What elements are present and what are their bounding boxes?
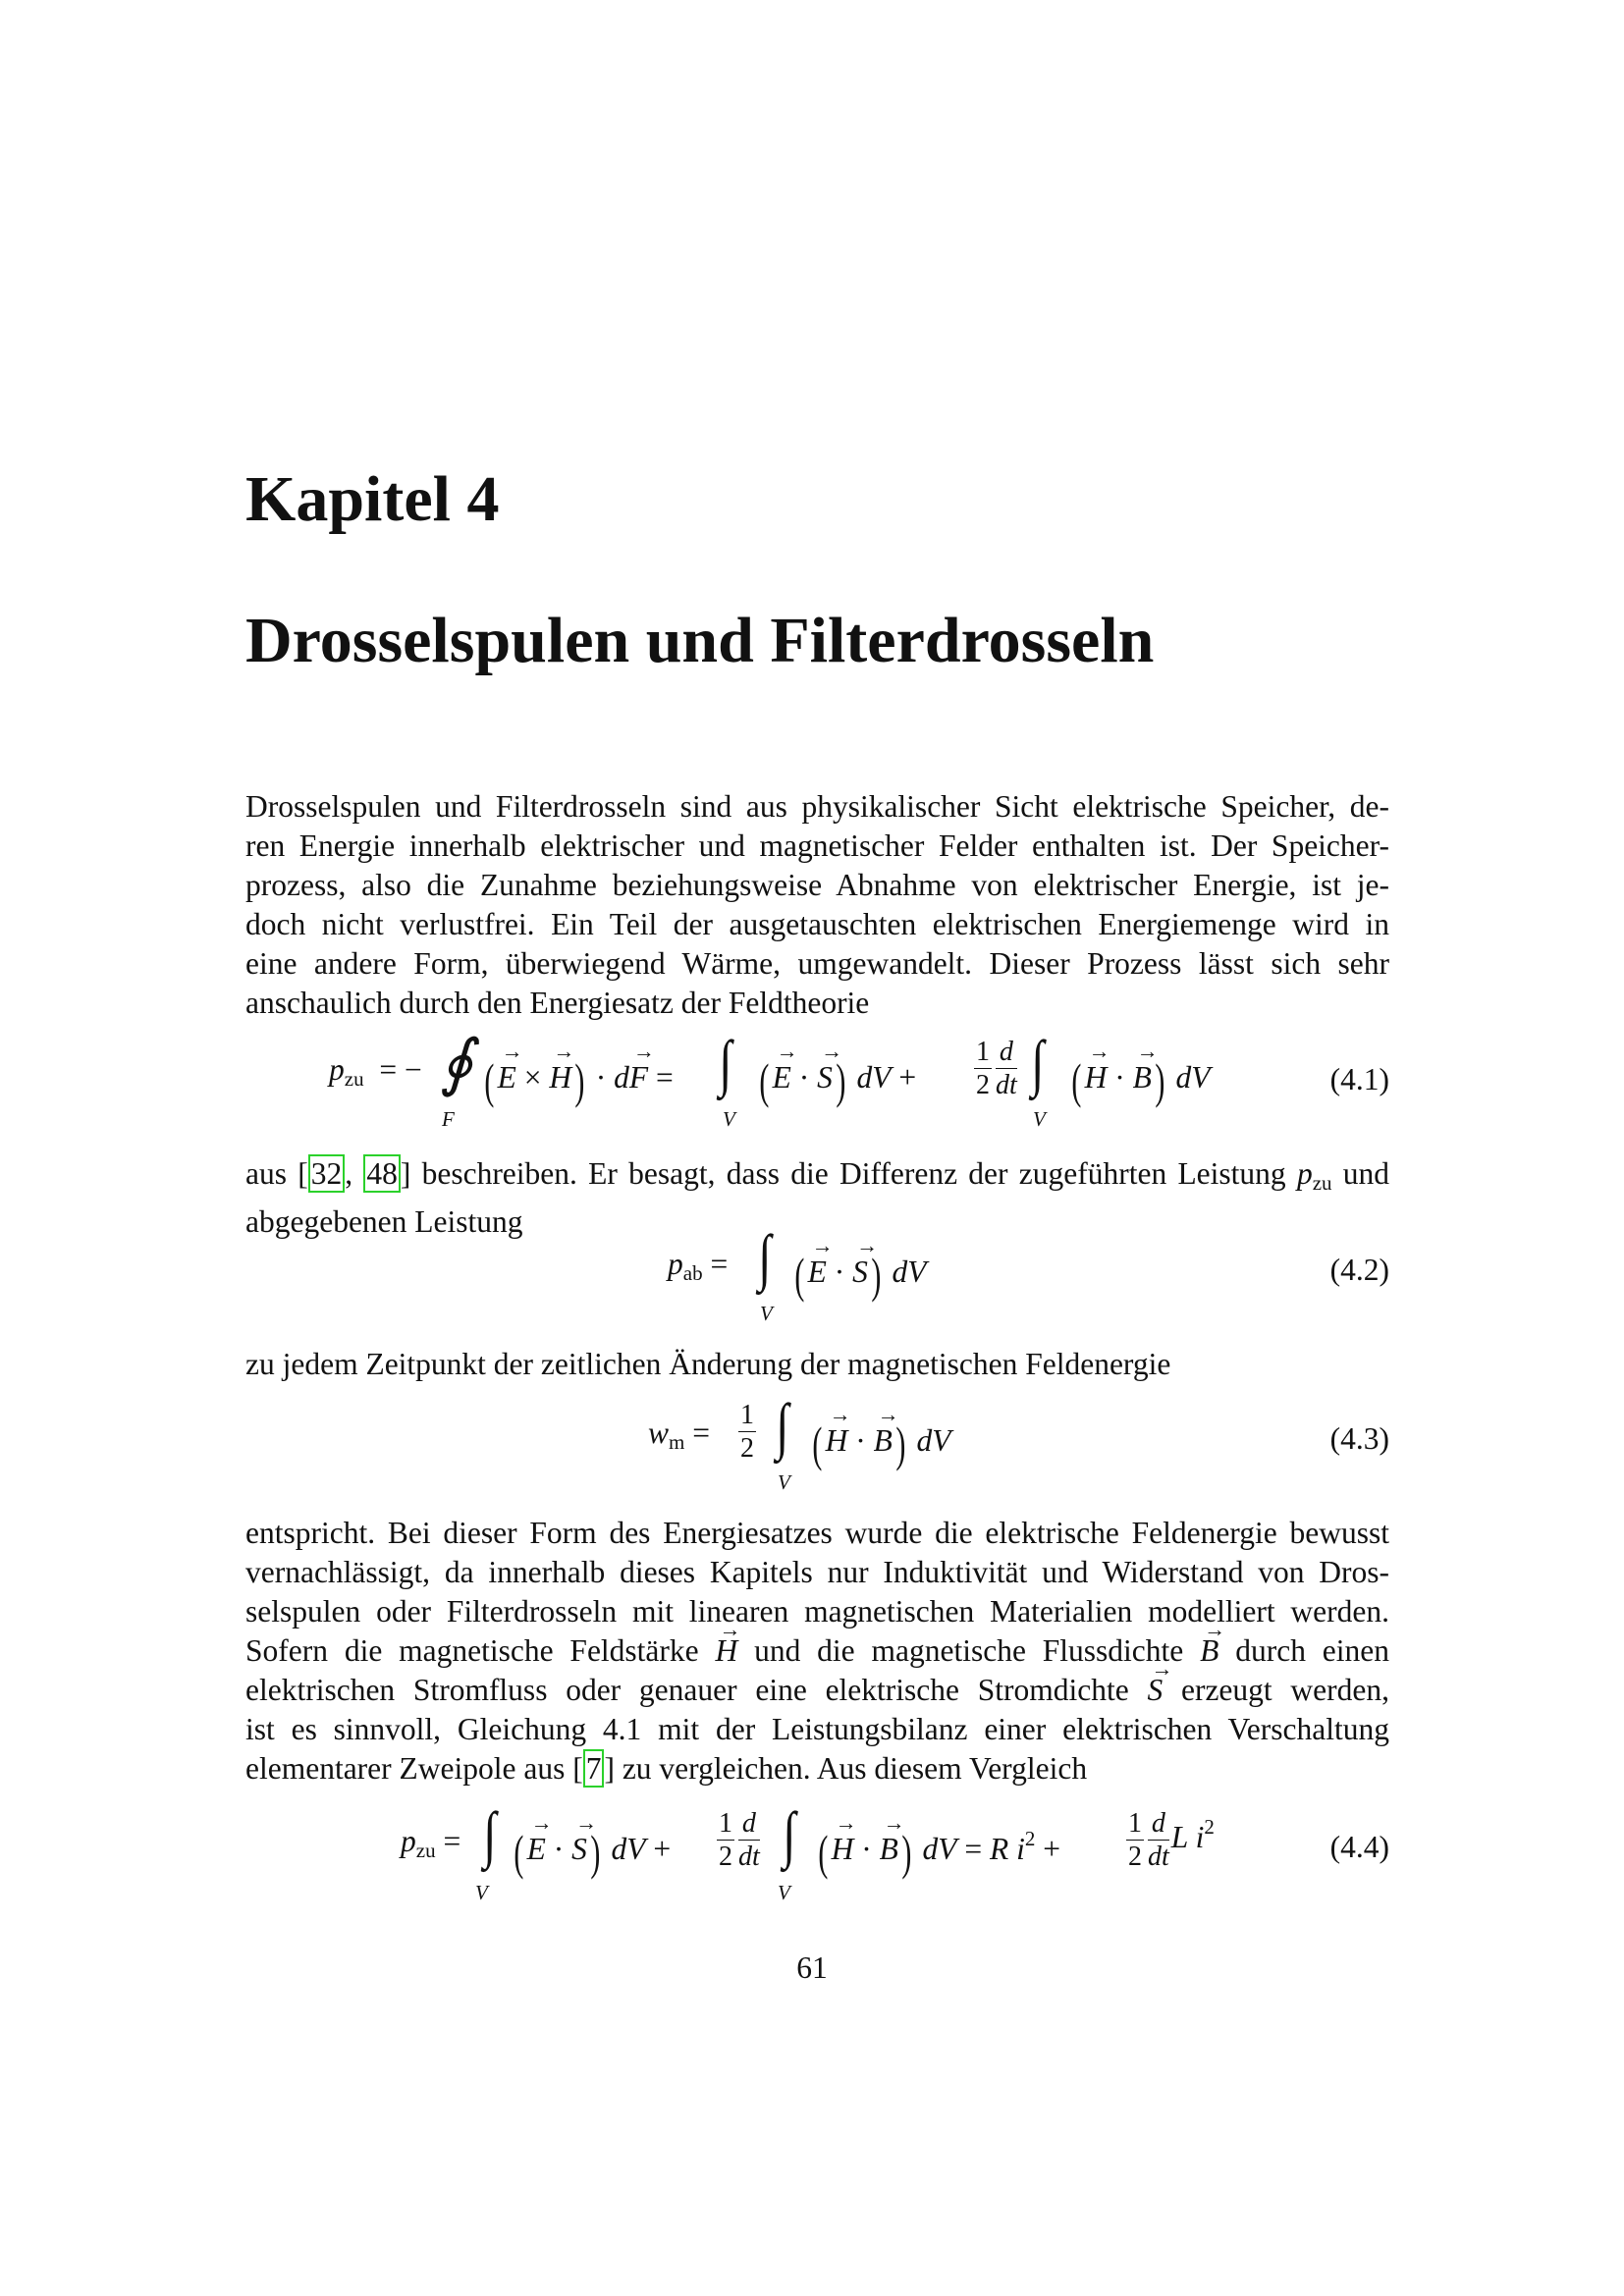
citation-link[interactable]: 7 [583,1749,605,1788]
equation-4-4: $p_{zu}$ = ∫ V (→ E · → S) dV + $\frac{1}{2}$ $\frac{d}{dt}$ ∫ V (→ H · → B) dV = R $i^2$ + $\frac{1}{2}$ $\frac{d}{dt}$ L $i^2$ (4.4) [245,1804,1389,1912]
text-line: selspulen oder Filterdrosseln mit linearen magnetischen Materialien modelliert werden. [245,1594,1389,1629]
equation-number: (4.2) [1329,1253,1389,1287]
integral-limit-volume: V [760,1302,773,1325]
text-line: abgegebenen Leistung [245,1204,523,1239]
integral-limit-surface: F [442,1107,455,1131]
integral-sign: ∫ [719,1028,732,1097]
contour-integral-sign: ∮ [440,1028,473,1097]
text-line: aus [32, 48] beschreiben. Er besagt, dass die Differenz der zugeführten Leistung $p_{zu}$ und [245,1156,1390,1195]
integral-sign: ∫ [776,1391,789,1461]
equation-4-2: $p_{ab}$ = ∫ V (→ E · → S) dV (4.2) [245,1227,1389,1325]
text-line: elektrischen Stromfluss oder genauer eine elektrische Stromdichte → S erzeugt werden, [245,1671,1389,1710]
integral-sign: ∫ [783,1799,796,1869]
text-line: anschaulich durch den Energiesatz der Feldtheorie [245,986,870,1020]
text-line: elementarer Zweipole aus [7] zu vergleichen. Aus diesem Vergleich [245,1751,1088,1786]
paragraph-comparison [245,1514,1389,1789]
integral-limit-volume: V [1033,1107,1046,1131]
eq-lhs-symbol: p [401,1824,416,1858]
integral-limit-volume: V [723,1107,735,1131]
text-line: entspricht. Bei dieser Form des Energiesatzes wurde die elektrische Feldenergie bewusst [245,1516,1389,1550]
text-line: Drosselspulen und Filterdrosseln sind aus physikalischer Sicht elektrische Speicher, de- [245,789,1389,824]
integral-sign: ∫ [758,1222,772,1292]
equation-number: (4.1) [1329,1062,1389,1096]
eq-lhs-symbol: p [329,1052,345,1087]
text-line: prozess, also die Zunahme beziehungsweise Abnahme von elektrischer Energie, ist je- [245,868,1389,902]
equation-number: (4.4) [1329,1830,1389,1864]
eq-lhs-subscript: m [669,1430,685,1454]
citation-link[interactable]: 32 [308,1154,346,1193]
chapter-title: Drosselspulen und Filterdrosseln [245,605,1155,676]
equation-4-3: $w_m$ = $\frac{1}{2}$ ∫ V (→ H · → B) dV (4.3) [245,1394,1389,1492]
integral-limit-volume: V [778,1881,790,1904]
text-line: zu jedem Zeitpunkt der zeitlichen Änderung der magnetischen Feldenergie [245,1347,1171,1381]
citation-link[interactable]: 48 [363,1154,401,1193]
text-line: doch nicht verlustfrei. Ein Teil der ausgetauschten elektrischen Energiemenge wird in [245,907,1389,941]
integral-sign: ∫ [1031,1028,1045,1097]
text-line: ist es sinnvoll, Gleichung 4.1 mit der Leistungsbilanz einer elektrischen Verschaltung [245,1712,1389,1746]
paragraph-energy [245,1345,1389,1384]
eq-lhs-subscript: ab [682,1261,703,1285]
chapter-label: Kapitel 4 [245,463,500,535]
eq-lhs-subscript: zu [344,1067,364,1091]
integral-sign: ∫ [483,1799,497,1869]
text-line: Sofern die magnetische Feldstärke → H und die magnetische Flussdichte → B durch einen [245,1631,1389,1671]
eq-lhs-subscript: zu [415,1839,436,1862]
paragraph-intro [245,787,1389,1023]
page-number: 61 [796,1950,828,1985]
integral-limit-volume: V [778,1470,790,1494]
eq-lhs-symbol: w [648,1415,670,1450]
equation-4-1: $p_{zu}$ = − ∮ F (→ E × → H) · d→ F = ∫ V (→ E · → S) dV + $\frac{1}{2}$ $\frac{d}{dt}$ ∫ V (→ H · → B) dV (4.1) [245,1039,1389,1147]
integral-limit-volume: V [475,1881,488,1904]
text-line: eine andere Form, überwiegend Wärme, umgewandelt. Dieser Prozess lässt sich sehr [245,946,1389,981]
text-line: ren Energie innerhalb elektrischer und magnetischer Felder enthalten ist. Der Speicher- [245,828,1389,863]
eq-lhs-symbol: p [668,1247,683,1281]
equation-number: (4.3) [1329,1421,1389,1456]
text-line: vernachlässigt, da innerhalb dieses Kapitels nur Induktivität und Widerstand von Dros- [245,1555,1389,1589]
